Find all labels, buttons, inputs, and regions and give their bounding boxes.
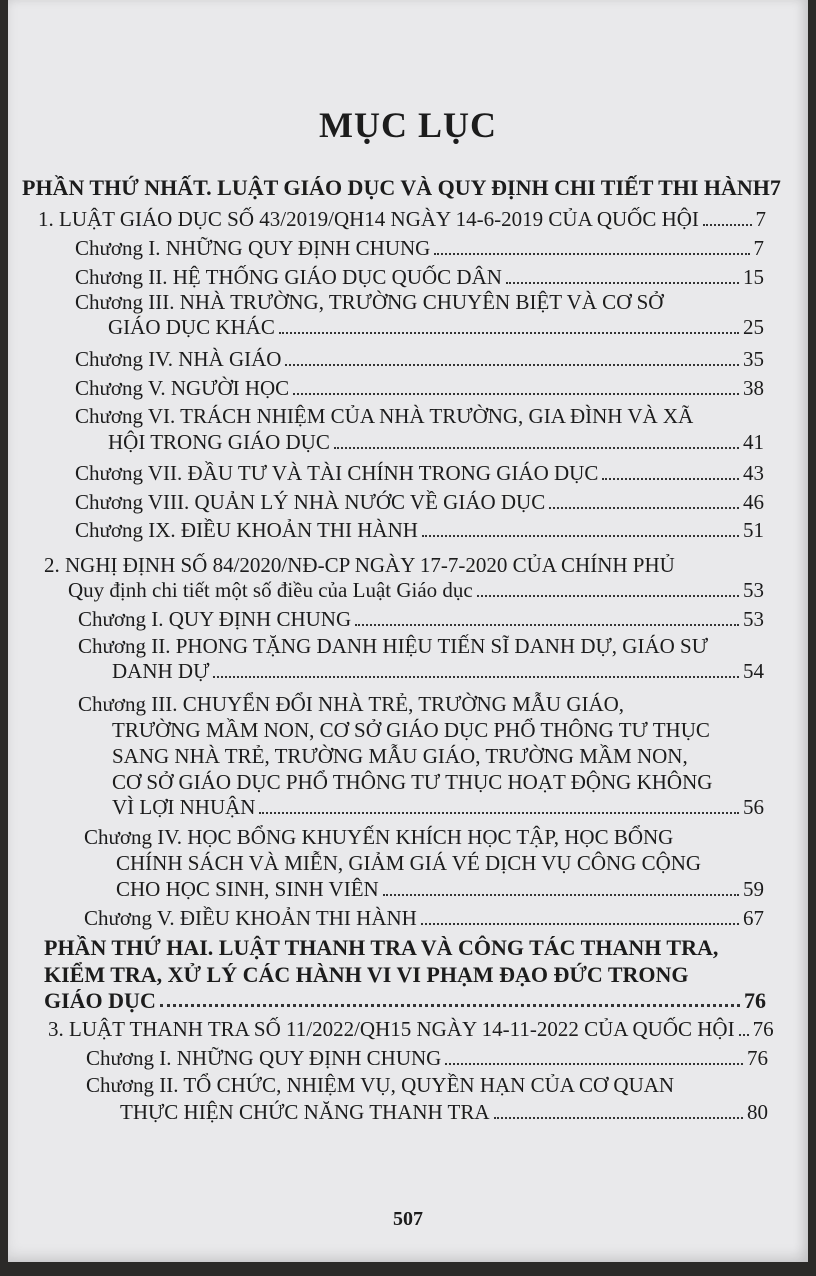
toc-chapter-label: THỰC HIỆN CHỨC NĂNG THANH TRA bbox=[120, 1100, 490, 1124]
dot-leader bbox=[355, 624, 739, 626]
toc-chapter-d2c2[interactable] bbox=[112, 659, 764, 684]
toc-chapter-d1c5[interactable] bbox=[75, 376, 764, 401]
toc-chapter-d1c4[interactable] bbox=[75, 347, 764, 372]
toc-chapter-label: Chương IV. NHÀ GIÁO bbox=[75, 347, 282, 371]
toc-doc-1-label: 1. LUẬT GIÁO DỤC SỐ 43/2019/QH14 NGÀY 14-6-2019 CỦA QUỐC HỘI bbox=[38, 207, 699, 231]
toc-doc-3-label: 3. LUẬT THANH TRA SỐ 11/2022/QH15 NGÀY 14-11-2022 CỦA QUỐC HỘI bbox=[48, 1017, 735, 1041]
toc-chapter-page: 46 bbox=[743, 490, 764, 514]
toc-chapter-page: 38 bbox=[743, 376, 764, 400]
toc-chapter-page: 35 bbox=[743, 347, 764, 371]
dot-leader bbox=[703, 224, 752, 226]
toc-chapter-d2c4-line2: CHÍNH SÁCH VÀ MIỄN, GIẢM GIÁ VÉ DỊCH VỤ CÔNG CỘNG bbox=[116, 851, 702, 875]
toc-part-2[interactable] bbox=[44, 988, 766, 1013]
toc-chapter-d3c2-line1[interactable]: Chương II. TỔ CHỨC, NHIỆM VỤ, QUYỀN HẠN CỦA CƠ QUAN bbox=[86, 1073, 675, 1097]
toc-chapter-d3c2[interactable] bbox=[120, 1100, 768, 1125]
dot-leader bbox=[434, 253, 749, 255]
toc-chapter-d1c1[interactable] bbox=[75, 236, 764, 261]
toc-doc-2-label: Quy định chi tiết một số điều của Luật Giáo dục bbox=[68, 578, 473, 602]
dot-leader bbox=[279, 332, 739, 334]
toc-chapter-page: 54 bbox=[743, 659, 764, 683]
toc-chapter-page: 76 bbox=[747, 1046, 768, 1070]
toc-chapter-page: 43 bbox=[743, 461, 764, 485]
dot-leader bbox=[421, 923, 739, 925]
toc-chapter-label: Chương V. NGƯỜI HỌC bbox=[75, 376, 290, 400]
toc-doc-1-page: 7 bbox=[755, 207, 766, 231]
toc-chapter-d2c5[interactable] bbox=[84, 906, 764, 931]
dot-leader bbox=[422, 535, 739, 537]
page-number: 507 bbox=[393, 1208, 423, 1230]
toc-chapter-page: 51 bbox=[743, 518, 764, 542]
toc-chapter-d1c2[interactable] bbox=[75, 265, 764, 290]
toc-chapter-page: 67 bbox=[743, 906, 764, 930]
toc-chapter-label: Chương I. QUY ĐỊNH CHUNG bbox=[78, 607, 352, 631]
toc-chapter-page: 15 bbox=[743, 265, 764, 289]
toc-chapter-page: 25 bbox=[743, 315, 764, 339]
toc-doc-1[interactable] bbox=[38, 207, 766, 232]
dot-leader bbox=[160, 1004, 740, 1007]
toc-chapter-d2c3-line3: SANG NHÀ TRẺ, TRƯỜNG MẪU GIÁO, TRƯỜNG MẦM NON, bbox=[112, 744, 688, 768]
toc-chapter-label: CHO HỌC SINH, SINH VIÊN bbox=[116, 877, 379, 901]
toc-chapter-d2c4[interactable] bbox=[116, 877, 764, 902]
dot-leader bbox=[285, 364, 739, 366]
toc-chapter-label: Chương I. NHỮNG QUY ĐỊNH CHUNG bbox=[75, 236, 431, 260]
toc-chapter-label: GIÁO DỤC KHÁC bbox=[108, 315, 275, 339]
toc-chapter-label: Chương IX. ĐIỀU KHOẢN THI HÀNH bbox=[75, 518, 418, 542]
toc-chapter-page: 56 bbox=[743, 795, 764, 819]
page-title: MỤC LỤC bbox=[319, 105, 497, 145]
toc-part-1-page: 7 bbox=[769, 175, 781, 200]
toc-chapter-page: 41 bbox=[743, 430, 764, 454]
toc-chapter-page: 59 bbox=[743, 877, 764, 901]
toc-chapter-page: 80 bbox=[747, 1100, 768, 1124]
toc-chapter-d2c3[interactable] bbox=[112, 795, 764, 820]
toc-chapter-d2c4-line1[interactable]: Chương IV. HỌC BỔNG KHUYẾN KHÍCH HỌC TẬP, HỌC BỔNG bbox=[84, 825, 674, 849]
dot-leader bbox=[334, 447, 739, 449]
dot-leader bbox=[477, 595, 739, 597]
toc-chapter-d1c8[interactable] bbox=[75, 490, 764, 515]
toc-chapter-d1c3-line1[interactable]: Chương III. NHÀ TRƯỜNG, TRƯỜNG CHUYÊN BIỆT VÀ CƠ SỞ bbox=[75, 290, 664, 314]
dot-leader bbox=[739, 1034, 749, 1036]
toc-chapter-page: 53 bbox=[743, 607, 764, 631]
toc-chapter-d1c6[interactable] bbox=[108, 430, 764, 455]
toc-chapter-label: VÌ LỢI NHUẬN bbox=[112, 795, 256, 819]
toc-chapter-d1c3[interactable] bbox=[108, 315, 764, 340]
toc-doc-2-line1[interactable]: 2. NGHỊ ĐỊNH SỐ 84/2020/NĐ-CP NGÀY 17-7-2020 CỦA CHÍNH PHỦ bbox=[44, 553, 675, 577]
toc-part-2-line2: KIỂM TRA, XỬ LÝ CÁC HÀNH VI VI PHẠM ĐẠO ĐỨC TRONG bbox=[44, 962, 689, 987]
toc-part-2-line1[interactable]: PHẦN THỨ HAI. LUẬT THANH TRA VÀ CÔNG TÁC THANH TRA, bbox=[44, 935, 719, 960]
toc-chapter-label: Chương V. ĐIỀU KHOẢN THI HÀNH bbox=[84, 906, 417, 930]
toc-chapter-d2c3-line4: CƠ SỞ GIÁO DỤC PHỔ THÔNG TƯ THỤC HOẠT ĐỘNG KHÔNG bbox=[112, 770, 713, 794]
toc-chapter-d1c9[interactable] bbox=[75, 518, 764, 543]
dot-leader bbox=[494, 1117, 743, 1119]
toc-chapter-label: Chương VII. ĐẦU TƯ VÀ TÀI CHÍNH TRONG GIÁO DỤC bbox=[75, 461, 599, 485]
toc-part-1[interactable] bbox=[22, 175, 781, 200]
toc-part-1-label: PHẦN THỨ NHẤT. LUẬT GIÁO DỤC VÀ QUY ĐỊNH CHI TIẾT THI HÀNH bbox=[22, 175, 770, 200]
toc-doc-3-page: 76 bbox=[752, 1017, 774, 1041]
table-of-contents bbox=[8, 0, 808, 1262]
toc-doc-2[interactable] bbox=[68, 578, 764, 603]
toc-chapter-d2c3-line2: TRƯỜNG MẦM NON, CƠ SỞ GIÁO DỤC PHỔ THÔNG TƯ THỤC bbox=[112, 718, 710, 742]
toc-chapter-d2c1[interactable] bbox=[78, 607, 764, 632]
toc-chapter-label: Chương VIII. QUẢN LÝ NHÀ NƯỚC VỀ GIÁO DỤC bbox=[75, 490, 546, 514]
document-page bbox=[8, 0, 808, 1262]
toc-chapter-d2c3-line1[interactable]: Chương III. CHUYỂN ĐỔI NHÀ TRẺ, TRƯỜNG MẪU GIÁO, bbox=[78, 692, 625, 716]
dot-leader bbox=[213, 676, 739, 678]
toc-part-2-label: GIÁO DỤC bbox=[44, 988, 156, 1013]
toc-doc-3[interactable] bbox=[48, 1017, 774, 1042]
dot-leader bbox=[293, 393, 739, 395]
dot-leader bbox=[445, 1063, 743, 1065]
toc-chapter-label: Chương II. HỆ THỐNG GIÁO DỤC QUỐC DÂN bbox=[75, 265, 502, 289]
toc-chapter-label: HỘI TRONG GIÁO DỤC bbox=[108, 430, 330, 454]
dot-leader bbox=[549, 507, 739, 509]
toc-chapter-d2c2-line1[interactable]: Chương II. PHONG TẶNG DANH HIỆU TIẾN SĨ DANH DỰ, GIÁO SƯ bbox=[78, 634, 709, 658]
toc-chapter-d3c1[interactable] bbox=[86, 1046, 768, 1071]
toc-doc-2-page: 53 bbox=[743, 578, 764, 602]
toc-chapter-d1c7[interactable] bbox=[75, 461, 764, 486]
toc-part-2-page: 76 bbox=[744, 988, 766, 1013]
toc-chapter-page: 7 bbox=[753, 236, 764, 260]
dot-leader bbox=[259, 812, 739, 814]
toc-chapter-label: Chương I. NHỮNG QUY ĐỊNH CHUNG bbox=[86, 1046, 442, 1070]
dot-leader bbox=[383, 894, 739, 896]
dot-leader bbox=[602, 478, 739, 480]
toc-chapter-d1c6-line1[interactable]: Chương VI. TRÁCH NHIỆM CỦA NHÀ TRƯỜNG, GIA ĐÌNH VÀ XÃ bbox=[75, 404, 694, 428]
dot-leader bbox=[506, 282, 739, 284]
toc-chapter-label: DANH DỰ bbox=[112, 659, 210, 683]
